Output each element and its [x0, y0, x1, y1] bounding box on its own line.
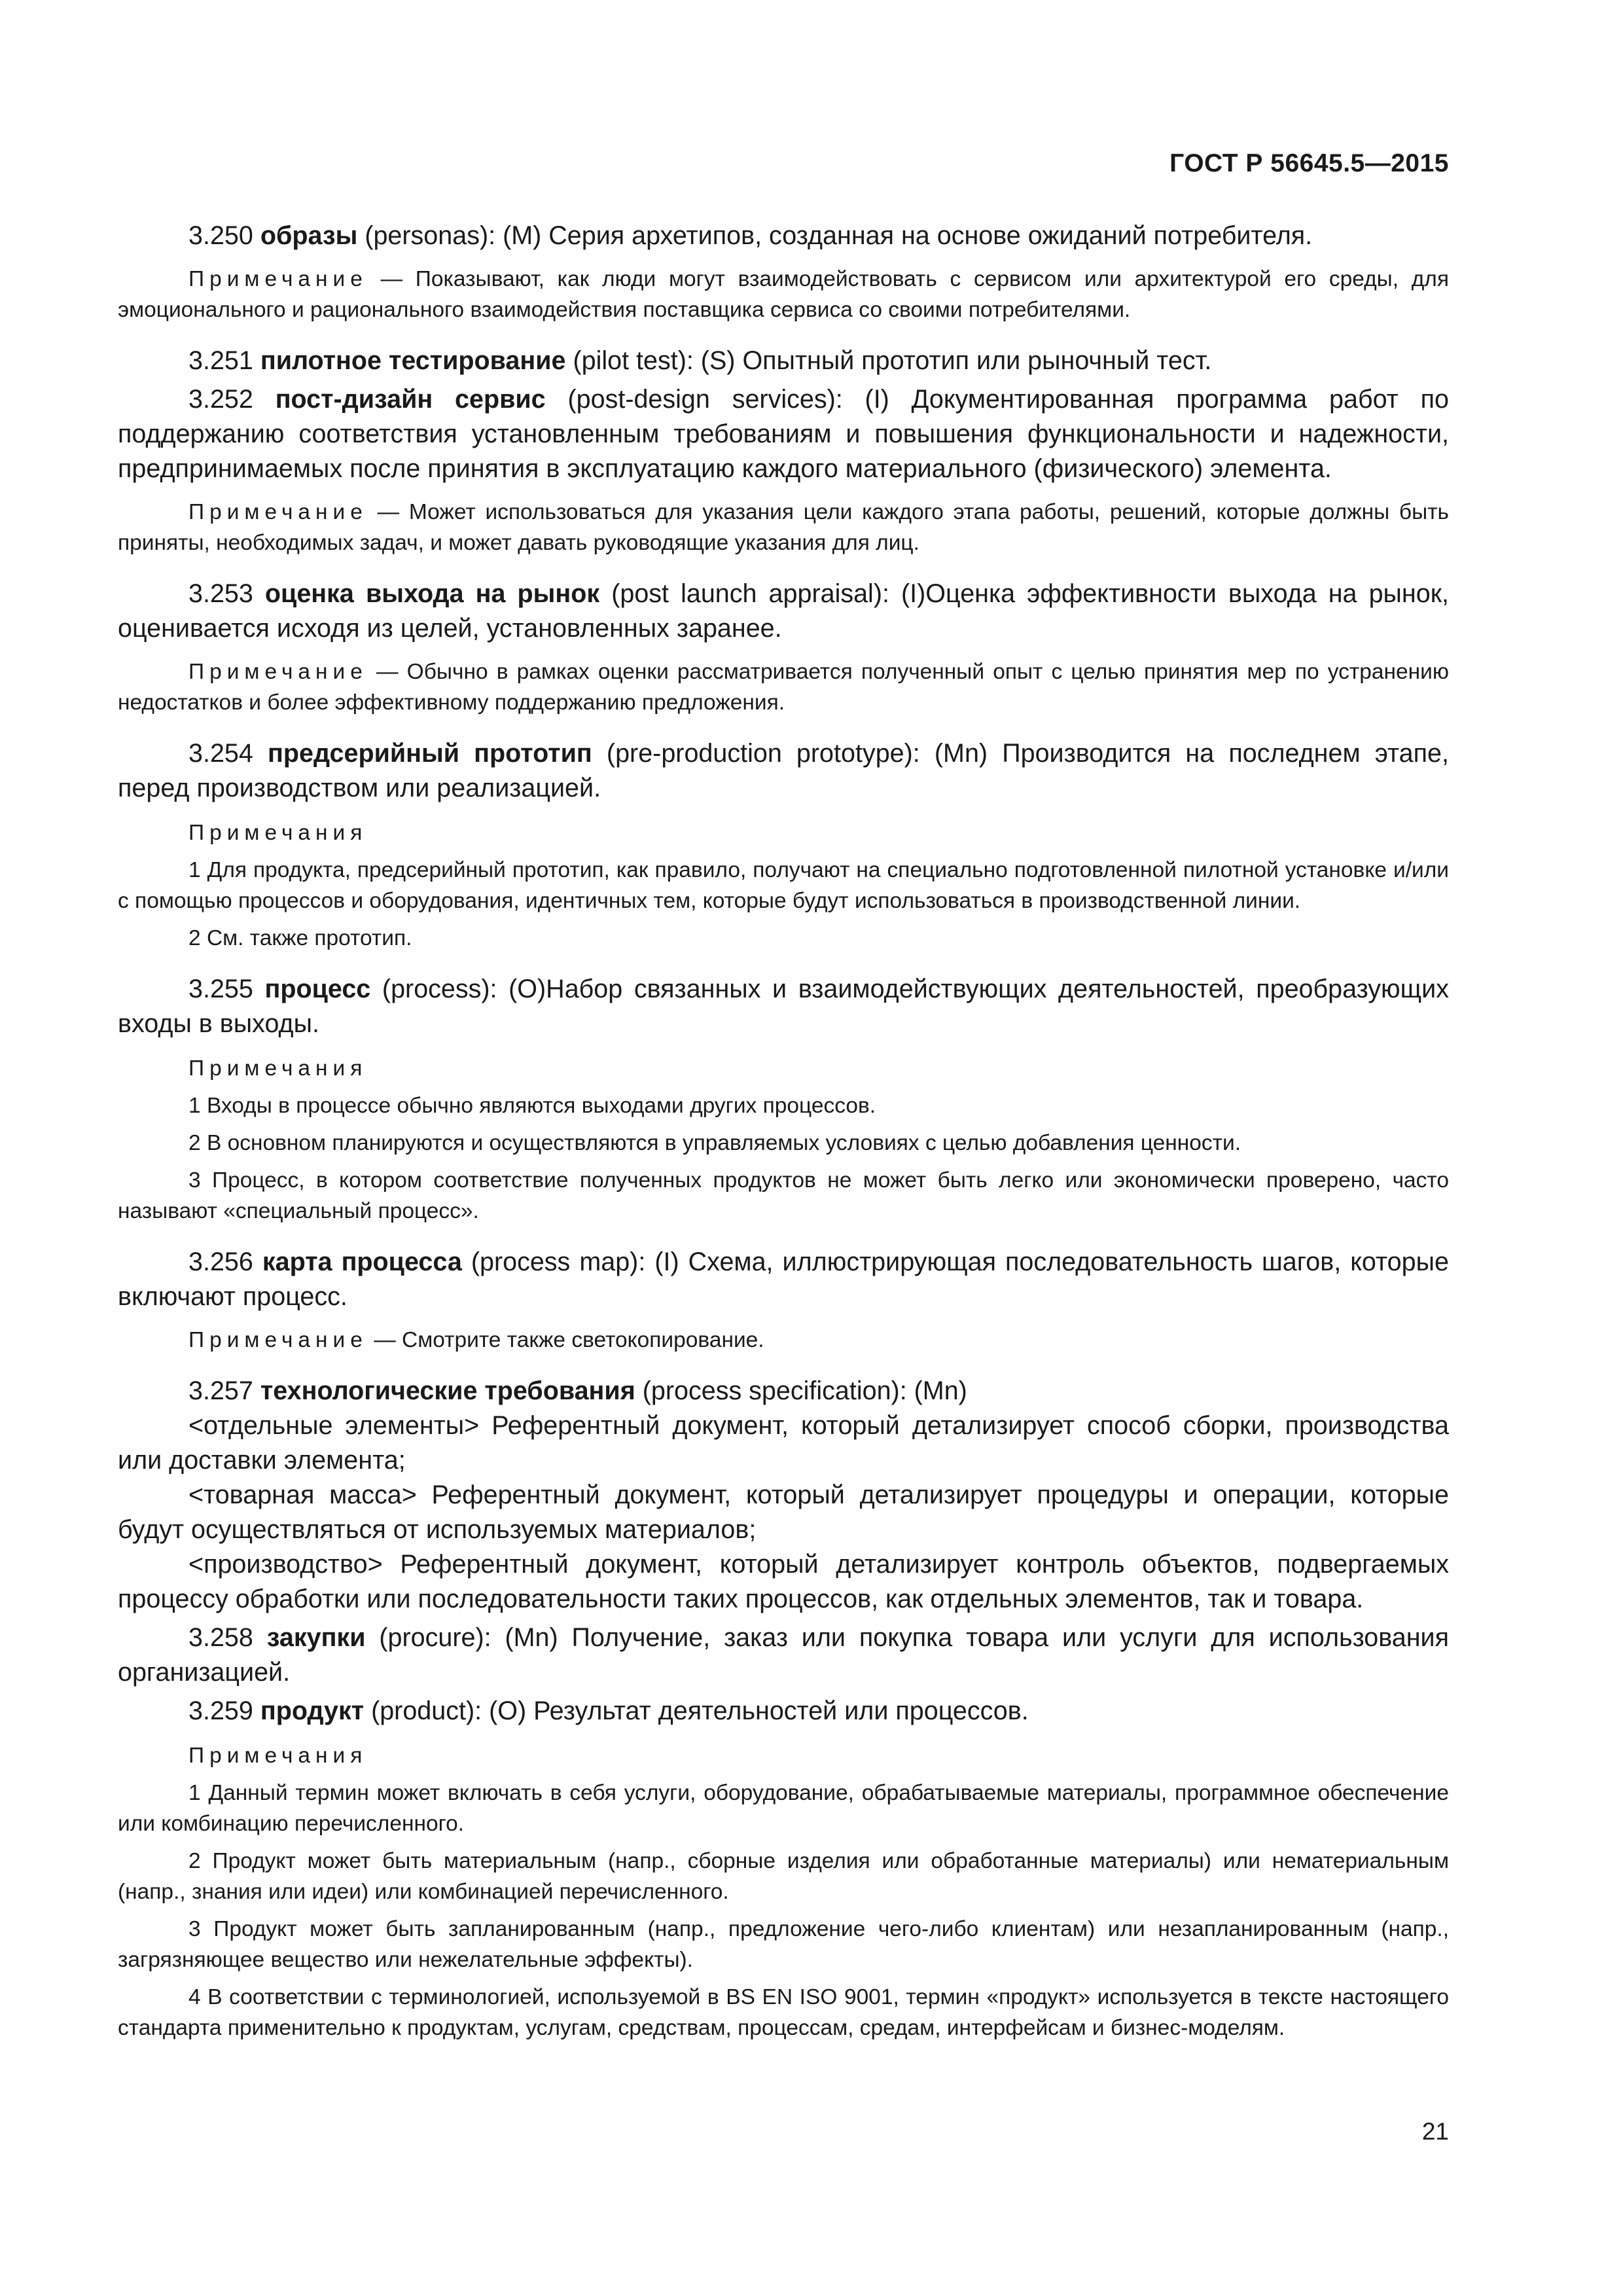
entry-3-251	[118, 344, 1449, 378]
entry-definition: (post launch appraisal): (I)Оценка эффективности выхода на рынок, оценивается исходя из целей, установленных заранее.	[118, 579, 1449, 643]
note-text: — Обычно в рамках оценки рассматривается полученный опыт с целью принятия мер по устранению недостатков и более эффективному поддержанию предложения.	[118, 660, 1449, 715]
entry-definition: (pilot test): (S) Опытный прототип или рыночный тест.	[573, 346, 1212, 375]
entry-number: 3.256	[188, 1247, 253, 1276]
entry-3-256	[118, 1245, 1449, 1314]
notes-heading: Примечания	[188, 1056, 368, 1081]
entry-3-257	[118, 1374, 1449, 1408]
notes-heading: Примечания	[188, 821, 368, 845]
entry-definition: (process specification): (Mn)	[642, 1376, 967, 1405]
entry-3-259	[118, 1694, 1449, 1729]
notes-3-254	[118, 817, 1449, 954]
page-number: 21	[1421, 2118, 1449, 2145]
entry-3-255	[118, 972, 1449, 1041]
note-item: 3 Процесс, в котором соответствие полученных продуктов не может быть легко или экономически проверено, часто называют «специальный процесс».	[118, 1168, 1449, 1223]
note-3-253	[118, 656, 1449, 718]
note-text: — Может использоваться для указания цели каждого этапа работы, решений, которые должны быть приняты, необходимых задач, и может давать руководящие указания для лиц.	[118, 500, 1449, 555]
definition-line: <производство> Референтный документ, который детализирует контроль объектов, подвергаемых процессу обработки или последовательности таких процессов, как отдельных элементов, так и товара.	[118, 1550, 1449, 1613]
notes-heading: Примечания	[188, 1744, 368, 1768]
entry-term: технологические требования	[260, 1376, 635, 1405]
entry-number: 3.257	[188, 1376, 253, 1405]
entry-3-254	[118, 736, 1449, 806]
entry-3-253	[118, 577, 1449, 646]
entry-number: 3.255	[188, 975, 253, 1003]
entry-definition: (process map): (I) Схема, иллюстрирующая последовательность шагов, которые включают процесс.	[118, 1247, 1449, 1311]
entry-definition: (procure): (Mn) Получение, заказ или покупка товара или услуги для использования организацией.	[118, 1623, 1449, 1687]
entry-definition: (post-design services): (I) Документированная программа работ по поддержанию соответствия установленным требованиям и повышения функциональности и надежности, предпринимаемых после принятия в эксплуатацию каждого материального (физического) элемента.	[118, 385, 1449, 483]
note-3-250	[118, 264, 1449, 325]
entry-number: 3.251	[188, 346, 253, 375]
entry-term: образы	[260, 221, 358, 250]
note-text: — Показывают, как люди могут взаимодействовать с сервисом или архитектурой его среды, для эмоционального и рационального взаимодействия поставщика сервиса со своими потребителями.	[118, 267, 1449, 322]
note-item: 4 В соответствии с терминологией, используемой в BS EN ISO 9001, термин «продукт» используется в тексте настоящего стандарта применительно к продуктам, услугам, средствам, процессам, средам, интерфейсам и бизнес-моделям.	[118, 1985, 1449, 2040]
entry-number: 3.254	[188, 739, 253, 768]
entry-3-250	[118, 219, 1449, 253]
note-item: 2 См. также прототип.	[188, 926, 412, 950]
note-label: Примечание	[188, 267, 368, 291]
document-body	[118, 219, 1449, 2043]
entry-number: 3.259	[188, 1696, 253, 1725]
entry-number: 3.258	[188, 1623, 253, 1652]
definition-line: <товарная масса> Референтный документ, который детализирует процедуры и операции, которые будут осуществляться от используемых материалов;	[118, 1480, 1449, 1544]
note-item: 2 Продукт может быть материальным (напр., сборные изделия или обработанные материалы) или нематериальным (напр., знания или идеи) или комбинацией перечисленного.	[118, 1849, 1449, 1904]
entry-definition: (personas): (M) Серия архетипов, созданная на основе ожиданий потребителя.	[365, 221, 1313, 250]
entry-definition: (pre-production prototype): (Mn) Производится на последнем этапе, перед производством или реализацией.	[118, 739, 1449, 802]
note-label: Примечание	[188, 660, 368, 684]
document-code: ГОСТ Р 56645.5—2015	[1169, 149, 1449, 177]
entry-number: 3.250	[188, 221, 253, 250]
entry-number: 3.253	[188, 579, 253, 608]
entry-term: процесс	[264, 975, 371, 1003]
note-text: — Смотрите также светокопирование.	[374, 1328, 764, 1352]
notes-3-255	[118, 1053, 1449, 1227]
note-item: 1 Для продукта, предсерийный прототип, как правило, получают на специально подготовленной пилотной установке и/или с помощью процессов и оборудования, идентичных тем, которые будут использоваться в производственной линии.	[118, 858, 1449, 913]
entry-term: предсерийный прототип	[268, 739, 592, 768]
entry-term: оценка выхода на рынок	[264, 579, 600, 608]
note-item: 2 В основном планируются и осуществляются в управляемых условиях с целью добавления ценности.	[188, 1131, 1241, 1155]
entry-number: 3.252	[188, 385, 253, 414]
definition-line: <отдельные элементы> Референтный документ, который детализирует способ сборки, производства или доставки элемента;	[118, 1411, 1449, 1475]
entry-term: пост-дизайн сервис	[275, 385, 546, 414]
entry-3-252	[118, 382, 1449, 486]
note-3-256	[118, 1325, 1449, 1355]
note-item: 3 Продукт может быть запланированным (напр., предложение чего-либо клиентам) или незапланированным (напр., загрязняющее вещество или нежелательные эффекты).	[118, 1917, 1449, 1972]
note-item: 1 Входы в процессе обычно являются выходами других процессов.	[188, 1094, 876, 1118]
entry-term: закупки	[266, 1623, 366, 1652]
notes-3-259	[118, 1740, 1449, 2043]
entry-definition: (process): (О)Набор связанных и взаимодействующих деятельностей, преобразующих входы в выходы.	[118, 975, 1449, 1038]
entry-definition: (product): (О) Результат деятельностей или процессов.	[371, 1696, 1029, 1725]
entry-3-258	[118, 1621, 1449, 1690]
entry-term: пилотное тестирование	[260, 346, 566, 375]
entry-term: продукт	[260, 1696, 365, 1725]
note-item: 1 Данный термин может включать в себя услуги, оборудование, обрабатываемые материалы, программное обеспечение или комбинацию перечисленного.	[118, 1781, 1449, 1836]
note-label: Примечание	[188, 1328, 368, 1352]
note-label: Примечание	[188, 500, 368, 524]
entry-term: карта процесса	[262, 1247, 462, 1276]
note-3-252	[118, 497, 1449, 558]
